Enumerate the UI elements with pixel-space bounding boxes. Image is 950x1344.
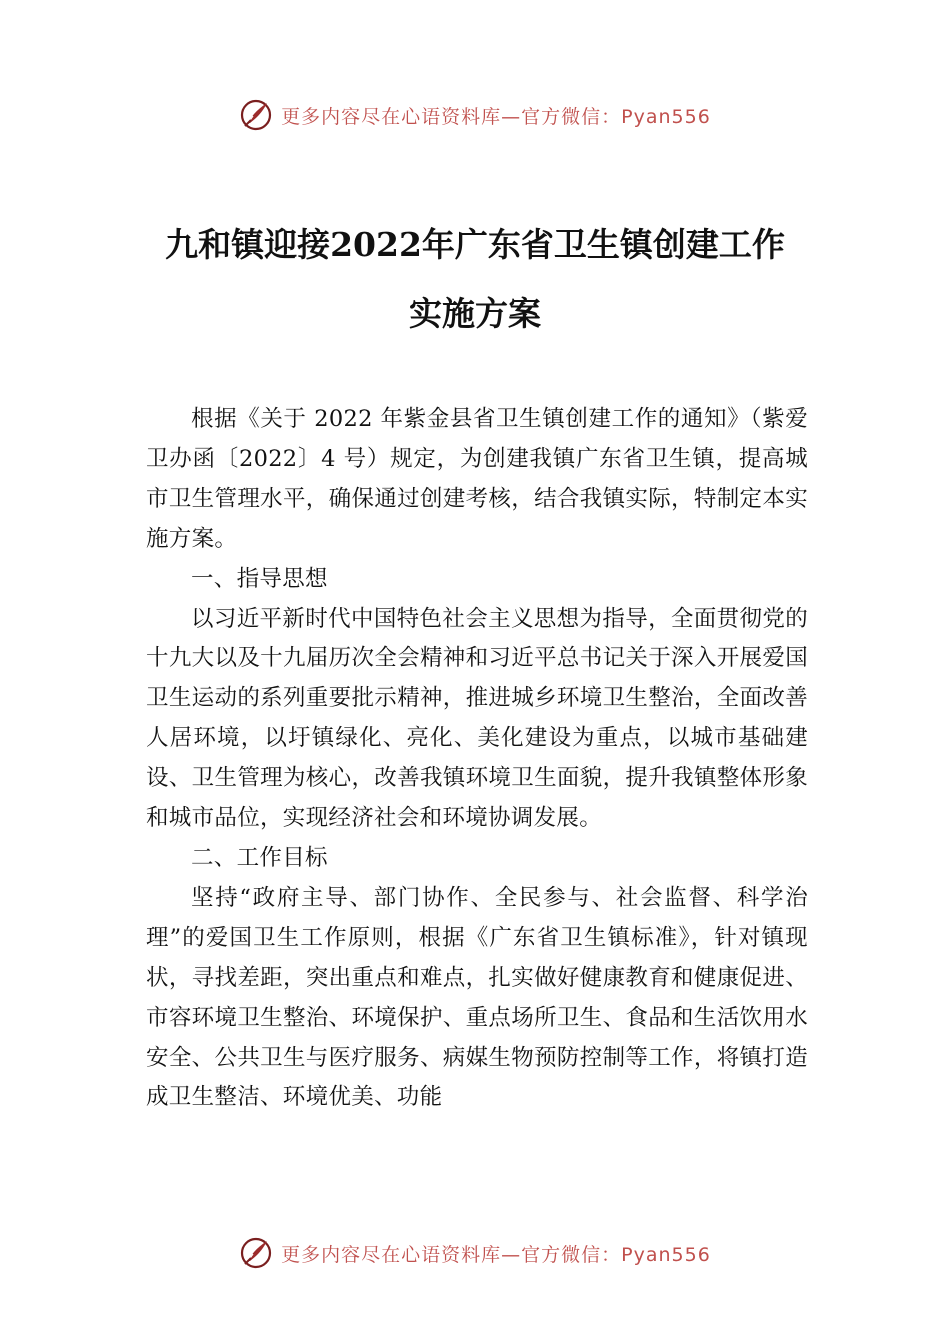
paragraph-guiding-ideology: 以习近平新时代中国特色社会主义思想为指导，全面贯彻党的十九大以及十九届历次全会精神和习近平总书记关于深入开展爱国卫生运动的系列重要批示精神，推进城乡环境卫生整治，全面改善人居环境，以圩镇绿化、亮化、美化建设为重点，以城市基础建设、卫生管理为核心，改善我镇环境卫生面貌，提升我镇整体形象和城市品位，实现经济社会和环境协调发展。: [146, 605, 808, 832]
section-heading-guiding-ideology: 一、指导思想: [191, 565, 328, 592]
paragraph-work-goals: 坚持“政府主导、部门协作、全民参与、社会监督、科学治理”的爱国卫生工作原则，根据《广东省卫生镇标准》，针对镇现状，寻找差距，突出重点和难点，扎实做好健康教育和健康促进、市容环境卫生整治、环境保护、重点场所卫生、食品和生活饮用水安全、公共卫生与医疗服务、病媒生物预防控制等工作，将镇打造成卫生整洁、环境优美、功能: [146, 884, 808, 1111]
header-banner-text: 更多内容尽在心语资料库—官方微信：Pyan556: [281, 105, 711, 128]
document-title-line2: 实施方案: [409, 294, 541, 333]
quill-pen-logo-icon: [239, 1236, 273, 1270]
document-body: [146, 400, 808, 1118]
document-title-line1: 九和镇迎接2022年广东省卫生镇创建工作: [165, 225, 785, 264]
quill-pen-logo-icon: [239, 98, 273, 132]
paragraph-intro: 根据《关于 2022 年紫金县省卫生镇创建工作的通知》（紫爱卫办函〔2022〕4 号）规定，为创建我镇广东省卫生镇，提高城市卫生管理水平，确保通过创建考核，结合我镇实际，特制定本实施方案。: [146, 406, 808, 552]
header-banner: [0, 95, 950, 135]
section-heading-work-goals: 二、工作目标: [191, 844, 328, 871]
footer-banner: [0, 1233, 950, 1273]
footer-banner-text: 更多内容尽在心语资料库—官方微信：Pyan556: [281, 1243, 711, 1266]
